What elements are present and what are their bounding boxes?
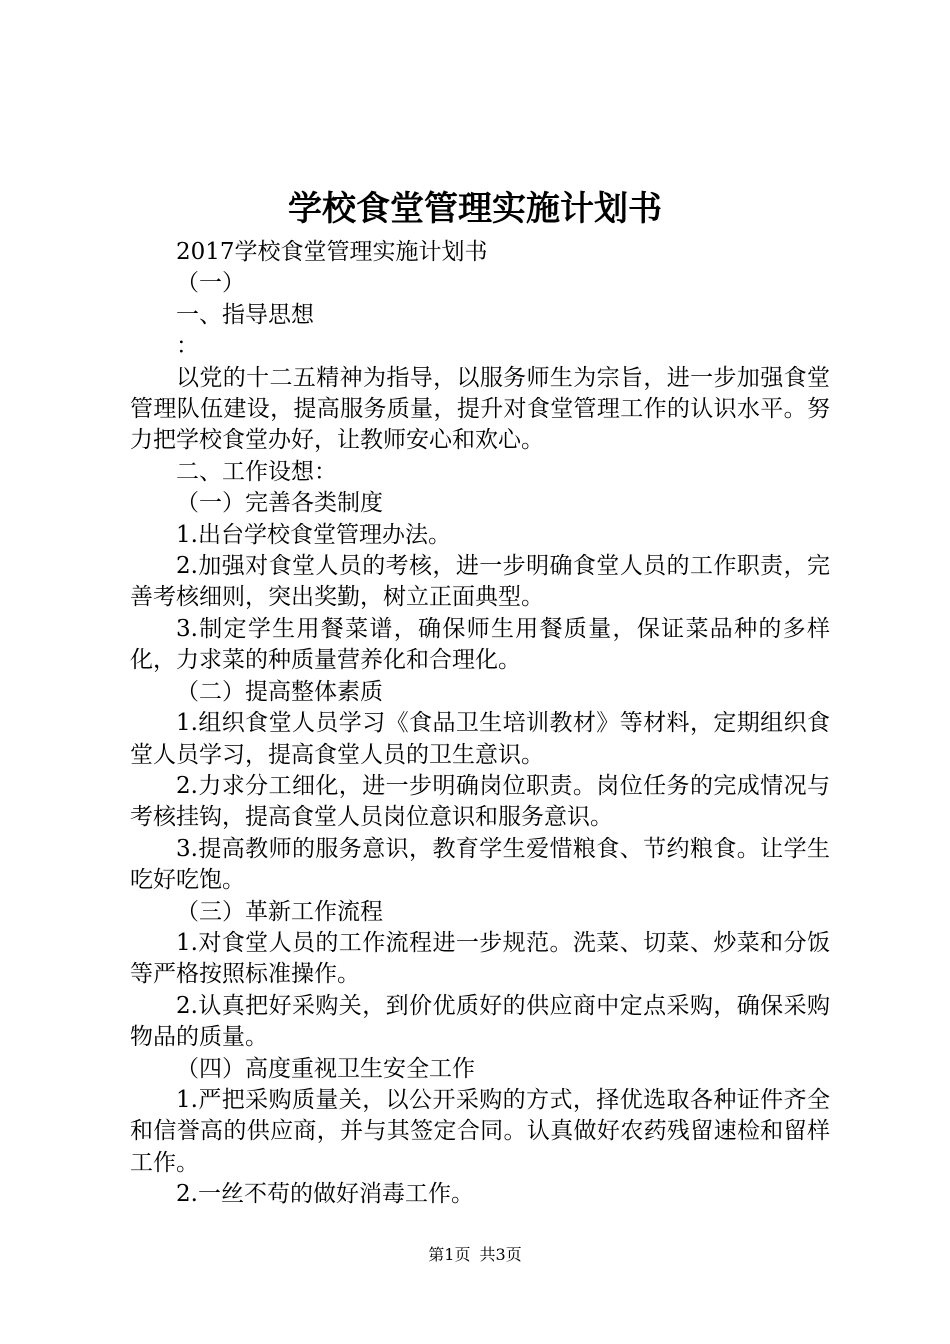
subsection-heading-3: （三）革新工作流程: [176, 898, 383, 925]
subsection-heading-2: （二）提高整体素质: [176, 678, 383, 705]
page-number: 第1页: [428, 1245, 471, 1264]
paragraph-guiding-thought: 以党的十二五精神为指导，以服务师生为宗旨，进一步加强食堂管理队伍建设，提高服务质量，提升对食堂管理工作的认识水平。努力把学校食堂办好，让教师安心和欢心。: [130, 364, 830, 454]
page-footer: [0, 1245, 950, 1265]
section-heading-work-plan: 二、工作设想：: [176, 458, 337, 485]
document-body: [130, 237, 830, 1211]
list-item: 2.认真把好采购关，到价优质好的供应商中定点采购，确保采购物品的质量。: [130, 992, 830, 1051]
paragraph-subtitle: 2017学校食堂管理实施计划书: [176, 239, 488, 265]
list-item: 2.加强对食堂人员的考核，进一步明确食堂人员的工作职责，完善考核细则，突出奖勤，树立正面典型。: [130, 553, 830, 611]
subsection-heading-1: （一）完善各类制度: [176, 490, 383, 517]
list-item: 2.力求分工细化，进一步明确岗位职责。岗位任务的完成情况与考核挂钩，提高食堂人员岗位意识和服务意识。: [130, 772, 830, 831]
list-item: 1.出台学校食堂管理办法。: [176, 521, 451, 548]
page-title: 学校食堂管理实施计划书: [288, 189, 662, 229]
list-item: 3.提高教师的服务意识，教育学生爱惜粮食、节约粮食。让学生吃好吃饱。: [130, 835, 830, 894]
section-heading-guiding-thought: 一、指导思想: [176, 301, 314, 328]
list-item: 1.严把采购质量关，以公开采购的方式，择优选取各种证件齐全和信誉高的供应商，并与其签定合同。认真做好农药残留速检和留样工作。: [130, 1086, 830, 1176]
paragraph-colon: ：: [176, 333, 199, 360]
list-item: 1.组织食堂人员学习《食品卫生培训教材》等材料，定期组织食堂人员学习，提高食堂人员的卫生意识。: [130, 710, 830, 768]
list-item: 3.制定学生用餐菜谱，确保师生用餐质量，保证菜品种的多样化，力求菜的种质量营养化和合理化。: [130, 615, 830, 674]
paragraph-part-marker: （一）: [176, 270, 245, 297]
subsection-heading-4: （四）高度重视卫生安全工作: [176, 1055, 475, 1082]
page-total: 共3页: [479, 1245, 522, 1264]
list-item: 2.一丝不苟的做好消毒工作。: [176, 1181, 474, 1208]
list-item: 1.对食堂人员的工作流程进一步规范。洗菜、切菜、炒菜和分饭等严格按照标准操作。: [130, 929, 830, 988]
